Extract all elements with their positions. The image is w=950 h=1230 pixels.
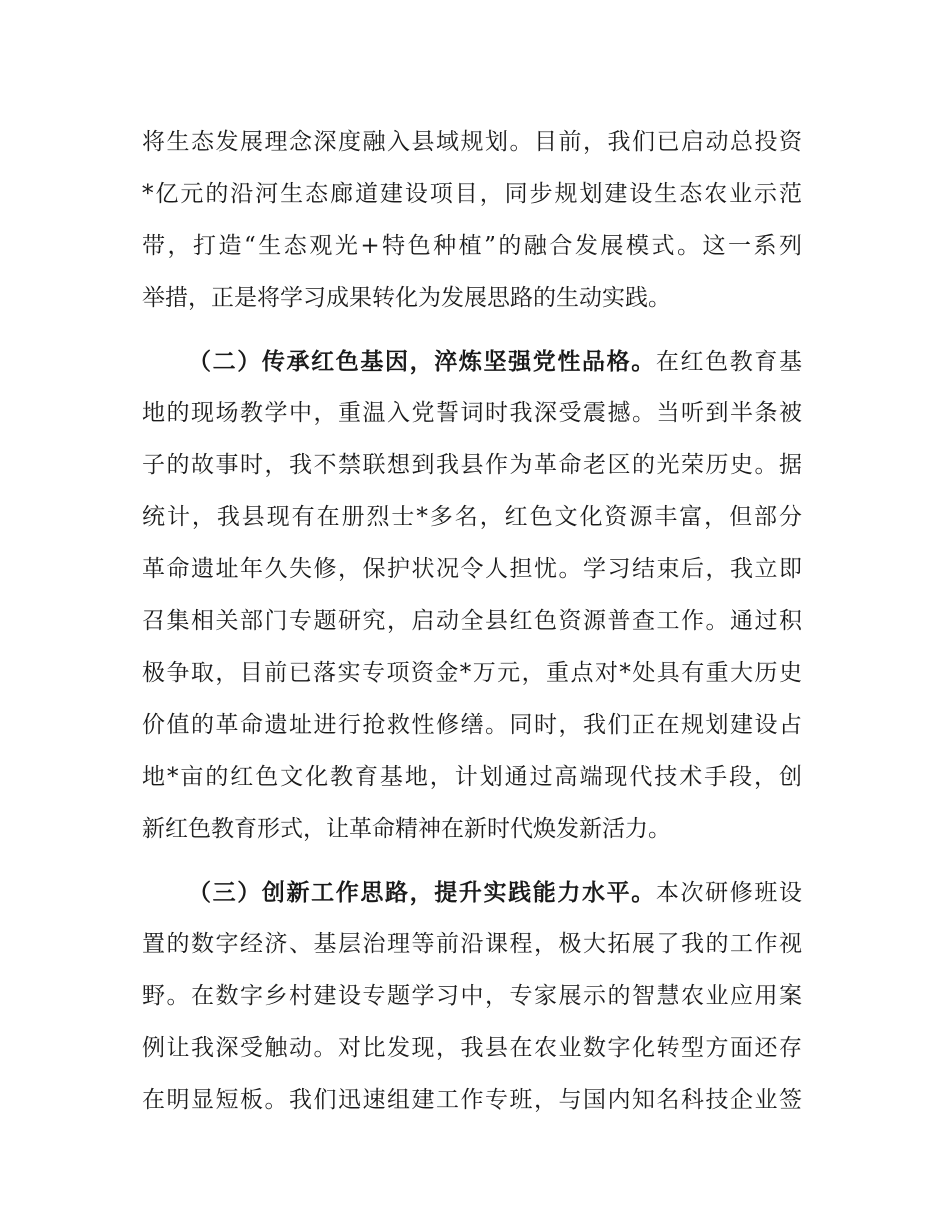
- paragraph-line: 子的故事时，我不禁联想到我县作为革命老区的光荣历史。据: [142, 452, 802, 478]
- paragraph-first-line: [188, 350, 802, 374]
- paragraph-line: 革命遗址年久失修，保护状况令人担忧。学习结束后，我立即: [142, 556, 802, 582]
- section-heading: （二）传承红色基因，淬炼坚强党性品格。: [188, 348, 656, 375]
- paragraph-line: 在明显短板。我们迅速组建工作专班，与国内知名科技企业签: [142, 1087, 802, 1113]
- paragraph-line: 将生态发展理念深度融入县域规划。目前，我们已启动总投资: [142, 129, 802, 155]
- paragraph-first-line: [188, 881, 802, 905]
- paragraph-line: 地的现场教学中，重温入党誓词时我深受震撼。当听到半条被: [142, 400, 802, 426]
- paragraph-line: 极争取，目前已落实专项资金*万元，重点对*处具有重大历史: [142, 660, 802, 686]
- paragraph-line: 野。在数字乡村建设专题学习中，专家展示的智慧农业应用案: [142, 983, 802, 1009]
- paragraph-line: *亿元的沿河生态廊道建设项目，同步规划建设生态农业示范: [142, 181, 802, 207]
- paragraph-line: 统计，我县现有在册烈士*多名，红色文化资源丰富，但部分: [142, 504, 802, 530]
- paragraph-line: 召集相关部门专题研究，启动全县红色资源普查工作。通过积: [142, 608, 802, 634]
- paragraph-line: 新红色教育形式，让革命精神在新时代焕发新活力。: [142, 816, 671, 842]
- section-heading: （三）创新工作思路，提升实践能力水平。: [188, 879, 656, 906]
- paragraph-text: 在红色教育基: [655, 349, 802, 375]
- paragraph-line: 价值的革命遗址进行抢救性修缮。同时，我们正在规划建设占: [142, 712, 802, 738]
- paragraph-line: 例让我深受触动。对比发现，我县在农业数字化转型方面还存: [142, 1035, 802, 1061]
- paragraph-line: 带，打造“生态观光+特色种植”的融合发展模式。这一系列: [142, 233, 802, 259]
- paragraph-line: 置的数字经济、基层治理等前沿课程，极大拓展了我的工作视: [142, 931, 802, 957]
- paragraph-line: 地*亩的红色文化教育基地，计划通过高端现代技术手段，创: [142, 764, 802, 790]
- paragraph-line: 举措，正是将学习成果转化为发展思路的生动实践。: [142, 285, 671, 311]
- paragraph-text: 本次研修班设: [655, 880, 802, 906]
